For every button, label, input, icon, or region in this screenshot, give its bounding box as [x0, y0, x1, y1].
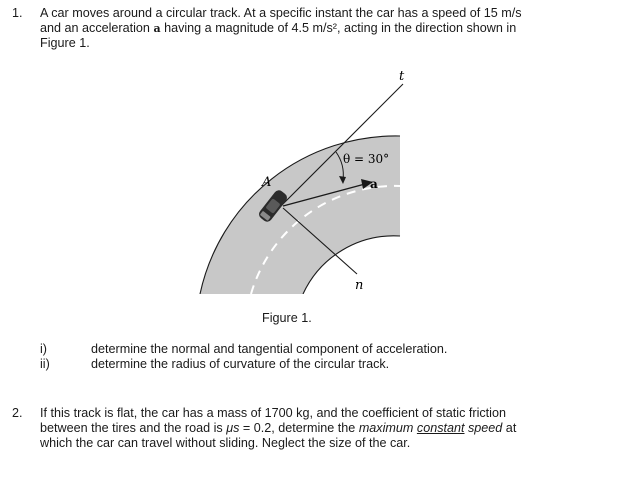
question-1-text	[40, 6, 600, 51]
question-2-text	[40, 406, 600, 451]
track-diagram	[165, 66, 405, 294]
question-2-line-1: If this track is flat, the car has a mass of 1700 kg, and the coefficient of static friction	[40, 406, 506, 420]
question-1-number: 1.	[12, 6, 23, 20]
question-1-line-3: Figure 1.	[40, 36, 90, 50]
question-2-line-3: which the car can travel without sliding. Neglect the size of the car.	[40, 436, 411, 450]
part-number: i)	[40, 342, 47, 356]
part-text: determine the normal and tangential component of acceleration.	[91, 342, 448, 356]
figure-caption: Figure 1.	[262, 311, 312, 325]
part-text: determine the radius of curvature of the circular track.	[91, 357, 390, 371]
constant-word: constant	[416, 421, 465, 435]
mu-symbol: μs	[226, 421, 240, 435]
label-n: n	[355, 278, 364, 293]
label-t: t	[399, 69, 405, 84]
label-A: A	[262, 175, 272, 190]
label-angle: θ = 30°	[343, 152, 390, 166]
label-a: a	[370, 177, 378, 191]
figure-1	[165, 66, 405, 294]
question-1-line-1: A car moves around a circular track. At a specific instant the car has a speed of 15 m/s	[40, 6, 522, 20]
part-number: ii)	[40, 357, 50, 371]
question-2-line-2: between the tires and the road is μs = 0.2, determine the maximum constant speed at	[40, 421, 517, 435]
question-1-line-2: and an acceleration a having a magnitude of 4.5 m/s², acting in the direction shown in	[40, 21, 517, 35]
question-2-number: 2.	[12, 406, 23, 420]
acceleration-symbol: a	[153, 22, 161, 35]
